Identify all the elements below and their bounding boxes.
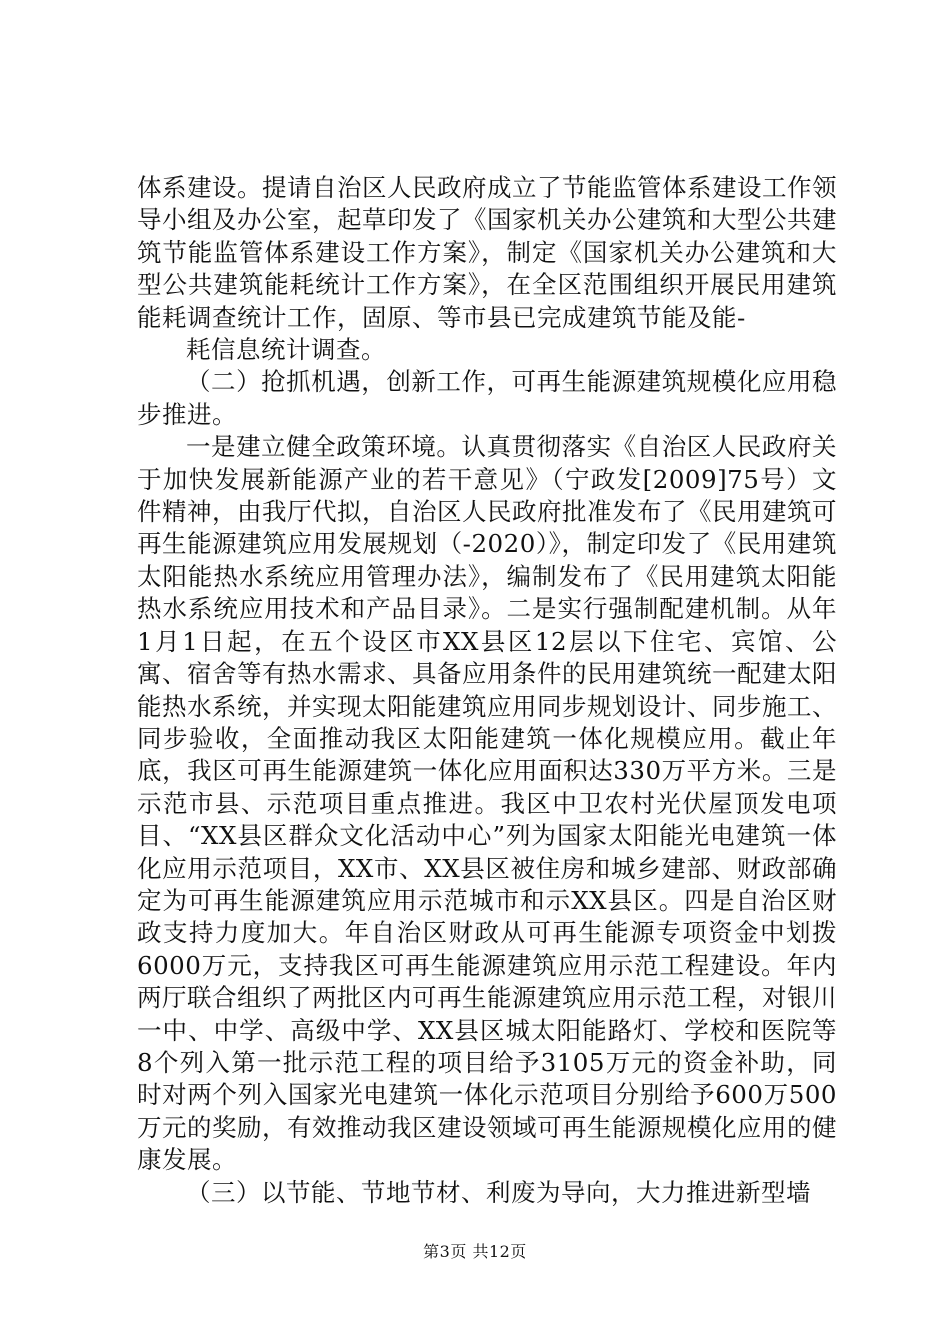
section-heading-2: （二）抢抓机遇，创新工作，可再生能源建筑规模化应用稳步推进。 xyxy=(137,367,837,429)
paragraph-renewable-energy: 一是建立健全政策环境。认真贯彻落实《自治区人民政府关于加快发展新能源产业的若干意见》（宁政发[2009]75号）文件精神，由我厅代拟，自治区人民政府批准发布了《民用建筑可再生能源建筑应用发展规划（-2020）》，制定印发了《民用建筑太阳能热水系统应用管理办法》，编制发布了《民用建筑太阳能热水系统应用技术和产品目录》。二是实行强制配建机制。从年1月1日起，在五个设区市XX县区12层以下住宅、宾馆、公寓、宿舍等有热水需求、具备应用条件的民用建筑统一配建太阳能热水系统，并实现太阳能建筑应用同步规划设计、同步施工、同步验收，全面推动我区太阳能建筑一体化规模应用。截止年底，我区可再生能源建筑一体化应用面积达330万平方米。三是示范市县、示范项目重点推进。我区中卫农村光伏屋顶发电项目、“XX县区群众文化活动中心”列为国家太阳能光电建筑一体化应用示范项目，XX市、XX县区被住房和城乡建部、财政部确定为可再生能源建筑应用示范城市和示XX县区。四是自治区财政支持力度加大。年自治区财政从可再生能源专项资金中划拨6000万元，支持我区可再生能源建筑应用示范工程建设。年内两厅联合组织了两批区内可再生能源建筑应用示范工程，对银川一中、中学、高级中学、XX县区城太阳能路灯、学校和医院等8个列入第一批示范工程的项目给予3105万元的资金补助，同时对两个列入国家光电建筑一体化示范项目分别给予600万500万元的奖励，有效推动我区建设领域可再生能源规模化应用的健康发展。 xyxy=(137,432,837,1175)
page-footer xyxy=(0,1242,950,1262)
page-number: 第3页 共12页 xyxy=(423,1242,527,1261)
paragraph-continuation: 耗信息统计调查。 xyxy=(186,335,386,365)
paragraph-energy-monitoring: 体系建设。提请自治区人民政府成立了节能监管体系建设工作领导小组及办公室，起草印发了《国家机关办公建筑和大型公共建筑节能监管体系建设工作方案》，制定《国家机关办公建筑和大型公共建筑能耗统计工作方案》，在全区范围组织开展民用建筑能耗调查统计工作，固原、等市县已完成建筑节能及能- xyxy=(137,173,837,332)
section-heading-3: （三）以节能、节地节材、利废为导向，大力推进新型墙 xyxy=(186,1177,811,1207)
document-body xyxy=(137,172,837,1209)
